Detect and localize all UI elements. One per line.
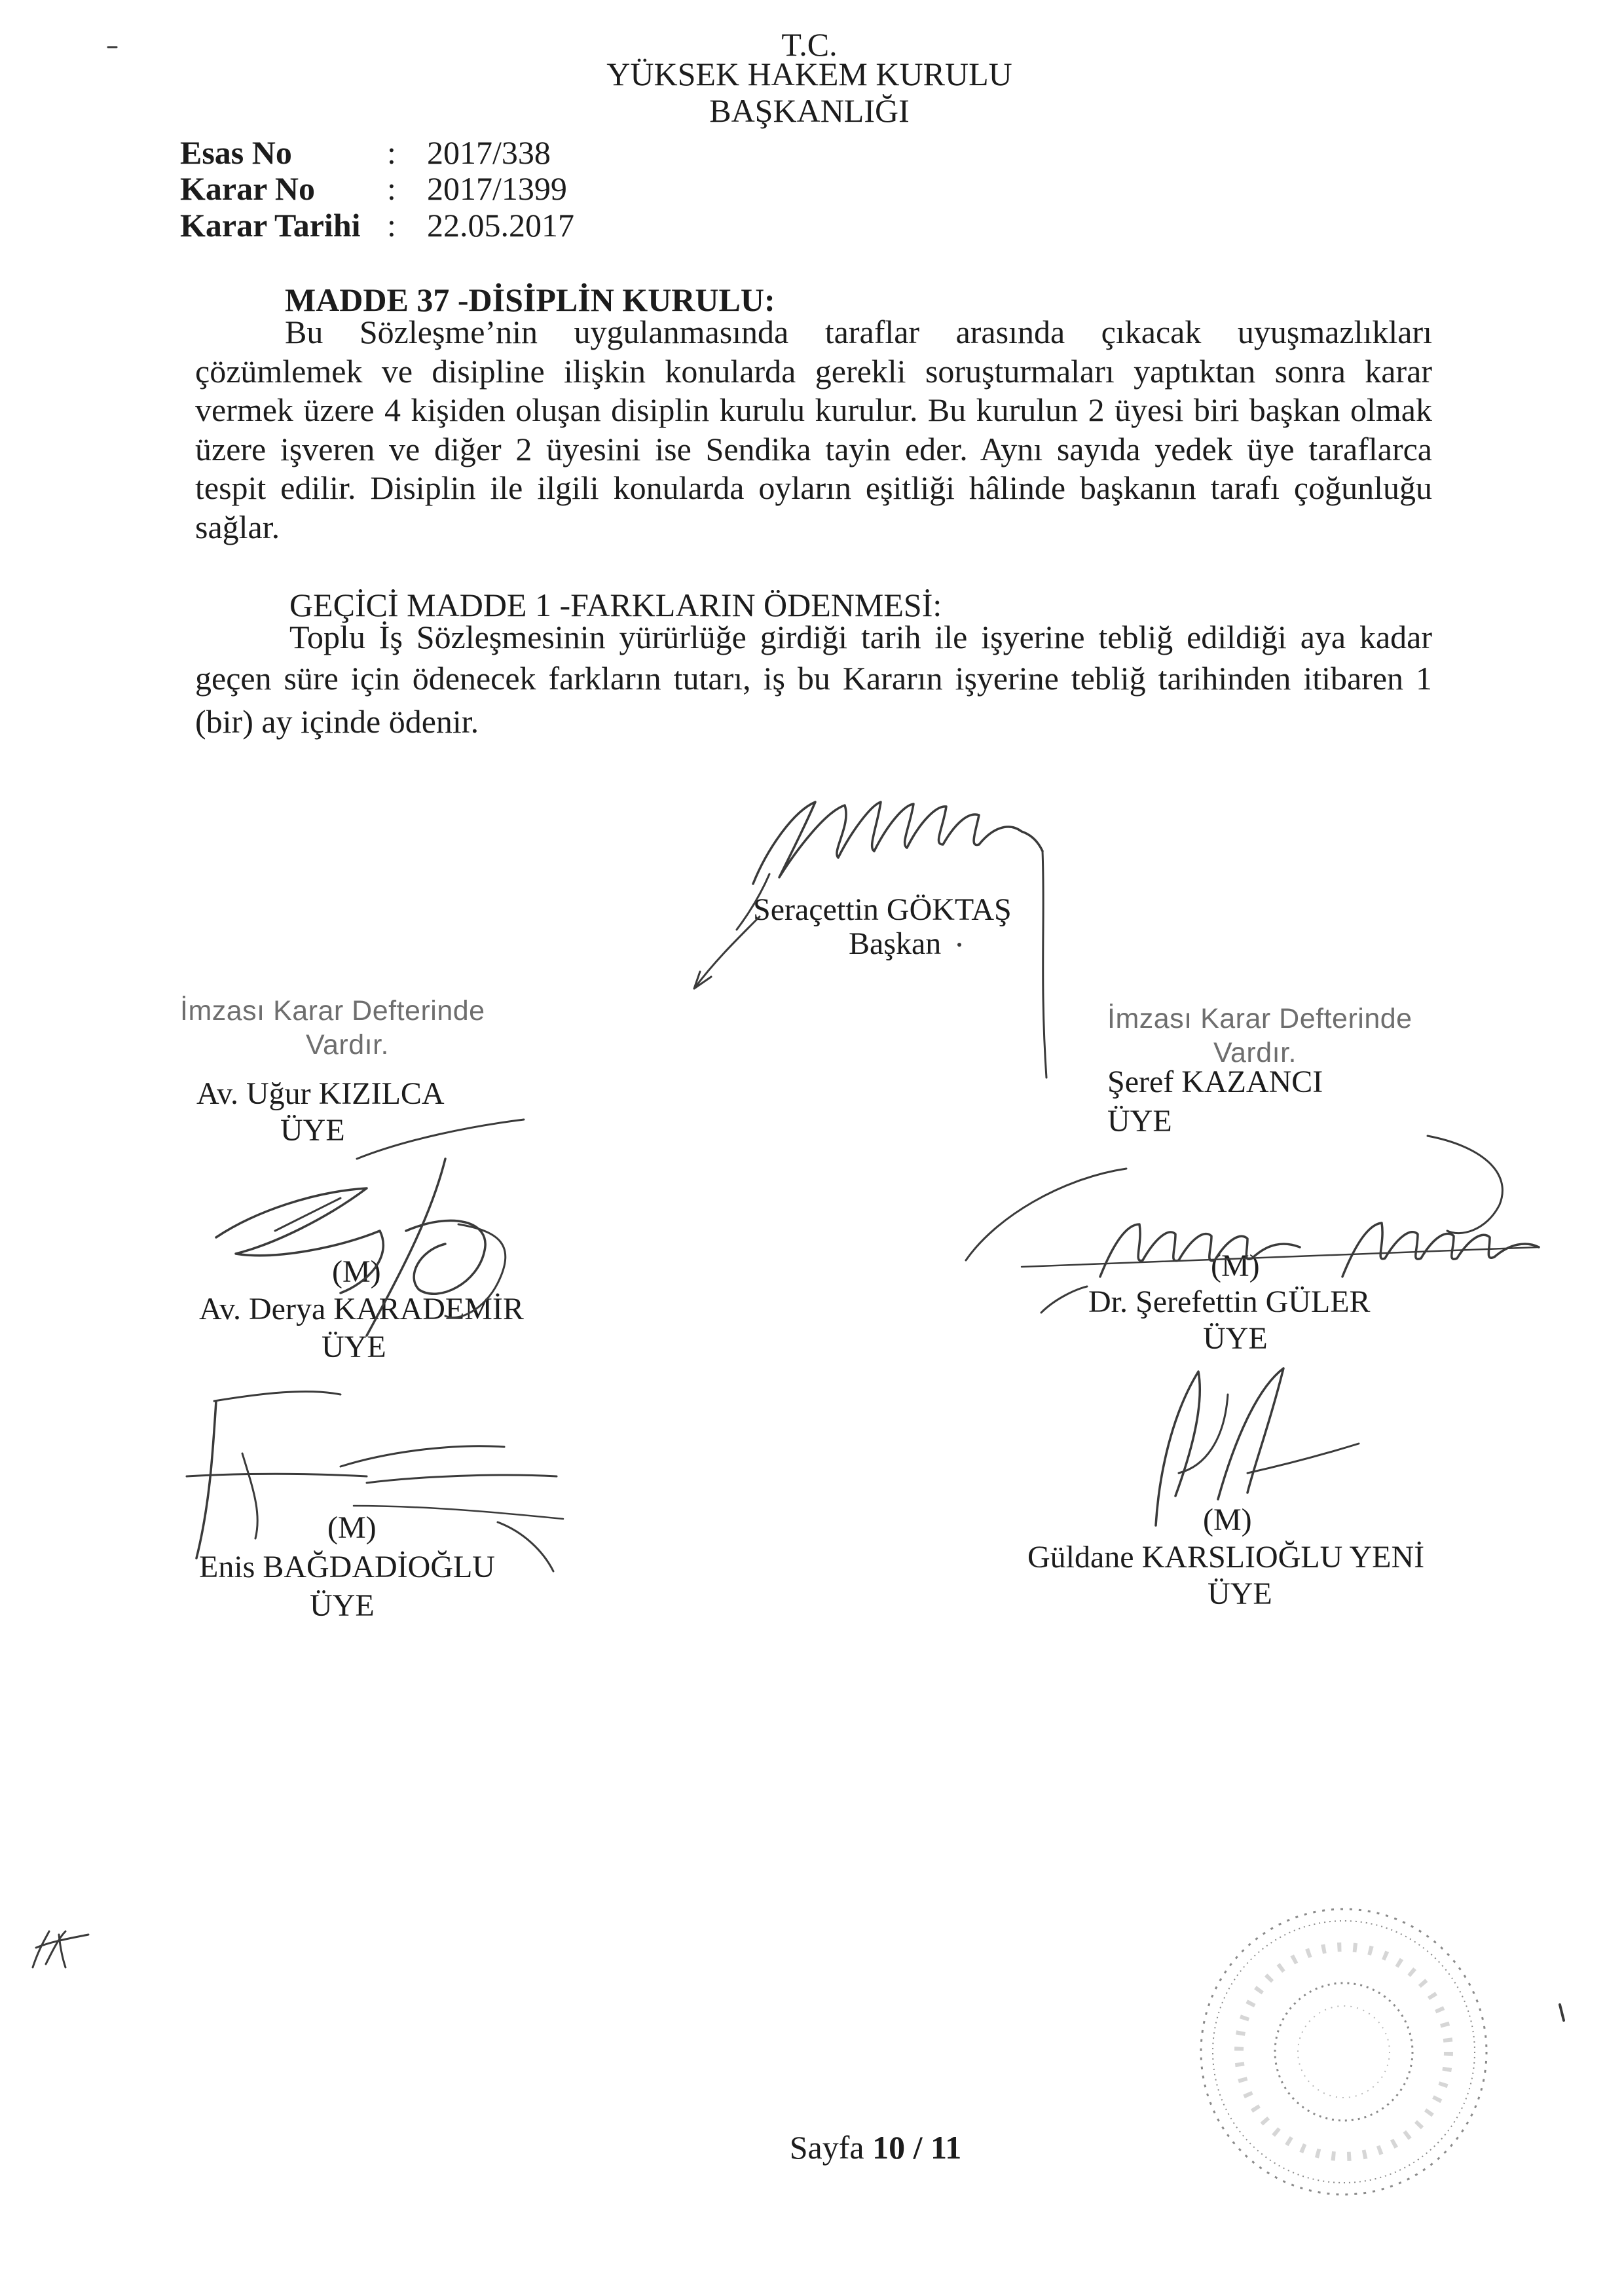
member-name-derya-karademir: Av. Derya KARADEMİR	[199, 1292, 524, 1326]
page-number: 10 / 11	[872, 2129, 962, 2166]
provisional-article-line-2: geçen süre için ödenecek farkların tutarı, iş bu Kararın işyerine tebliğ tarihinden itibaren 1	[195, 660, 1432, 697]
member-mark: (M)	[1203, 1503, 1252, 1537]
member-role: ÜYE	[1203, 1321, 1268, 1356]
scan-mark	[1560, 2005, 1564, 2020]
article-37-line-6: sağlar.	[195, 509, 280, 545]
case-info-value-karar-tarihi: 22.05.2017	[427, 207, 574, 244]
article-37-line-4: üzere işveren ve diğer 2 üyesini ise Sendika tayin eder. Aynı sayıda yedek üye taraflarca	[195, 431, 1432, 467]
article-37-line-5: tespit edilir. Disiplin ile ilgili konularda oyların eşitliği hâlinde başkanın tarafı çoğunluğu	[195, 469, 1432, 506]
article-37-line-2: çözümlemek ve disipline ilişkin konularda gerekli soruşturmaları yaptıktan sonra karar	[195, 353, 1432, 390]
member-role: ÜYE	[322, 1330, 386, 1364]
provisional-article-line-3: (bir) ay içinde ödenir.	[195, 703, 479, 740]
member-name-enis-bagdadioglu: Enis BAĞDADİOĞLU	[199, 1550, 495, 1584]
header-country: T.C.	[781, 26, 838, 63]
case-info-colon: :	[387, 170, 396, 207]
registry-stamp-left-line2: Vardır.	[306, 1029, 389, 1061]
article-37-line-3: vermek üzere 4 kişiden oluşan disiplin kurulu kurulur. Bu kurulun 2 üyesi biri başkan olmak	[195, 392, 1432, 428]
case-info-label-karar-no: Karar No	[180, 170, 315, 207]
header-office: BAŞKANLIĞI	[709, 92, 910, 129]
member-name-guldane-karslioglu-yeni: Güldane KARSLIOĞLU YENİ	[1027, 1540, 1425, 1575]
article-37-line-1: Bu Sözleşme’nin uygulanmasında taraflar arasında çıkacak uyuşmazlıkları	[285, 314, 1432, 350]
initials-mark	[33, 1931, 88, 1967]
page-footer	[679, 2128, 1072, 2166]
case-info-value-esas: 2017/338	[427, 134, 551, 171]
member-role: ÜYE	[310, 1588, 375, 1623]
member-mark: (M)	[327, 1510, 377, 1545]
member-name-seref-kazanci: Şeref KAZANCI	[1107, 1065, 1323, 1099]
case-info-label-karar-tarihi: Karar Tarihi	[180, 207, 361, 244]
signature-guldane-karslioglu-yeni	[1156, 1368, 1359, 1525]
official-seal	[1201, 1909, 1486, 2195]
registry-stamp-left-line1: İmzası Karar Defterinde	[180, 995, 485, 1027]
member-name-serefettin-guler: Dr. Şerefettin GÜLER	[1088, 1285, 1371, 1319]
case-info-value-karar-no: 2017/1399	[427, 170, 567, 207]
member-role: ÜYE	[280, 1113, 345, 1148]
member-role: ÜYE	[1208, 1576, 1272, 1611]
case-info-colon: :	[387, 207, 396, 244]
case-info-label-esas: Esas No	[180, 134, 292, 171]
president-name: Seraçettin GÖKTAŞ	[753, 892, 1012, 927]
article-37-title: MADDE 37 -DİSİPLİN KURULU:	[285, 282, 775, 318]
case-info-colon: :	[387, 134, 396, 171]
provisional-article-line-1: Toplu İş Sözleşmesinin yürürlüğe girdiği tarih ile işyerine tebliğ edildiği aya kadar	[289, 619, 1432, 655]
provisional-article-title: GEÇİCİ MADDE 1 -FARKLARIN ÖDENMESİ:	[289, 587, 942, 623]
member-mark: (M)	[332, 1254, 381, 1289]
member-role: ÜYE	[1107, 1104, 1172, 1139]
member-name-ugur-kizilca: Av. Uğur KIZILCA	[196, 1076, 445, 1111]
page-label: Sayfa	[789, 2129, 864, 2166]
registry-stamp-right-line2: Vardır.	[1213, 1037, 1297, 1068]
president-role: Başkan	[849, 926, 942, 961]
member-mark: (M)	[1211, 1248, 1260, 1283]
registry-stamp-right-line1: İmzası Karar Defterinde	[1107, 1003, 1412, 1034]
header-institution: YÜKSEK HAKEM KURULU	[606, 56, 1012, 92]
